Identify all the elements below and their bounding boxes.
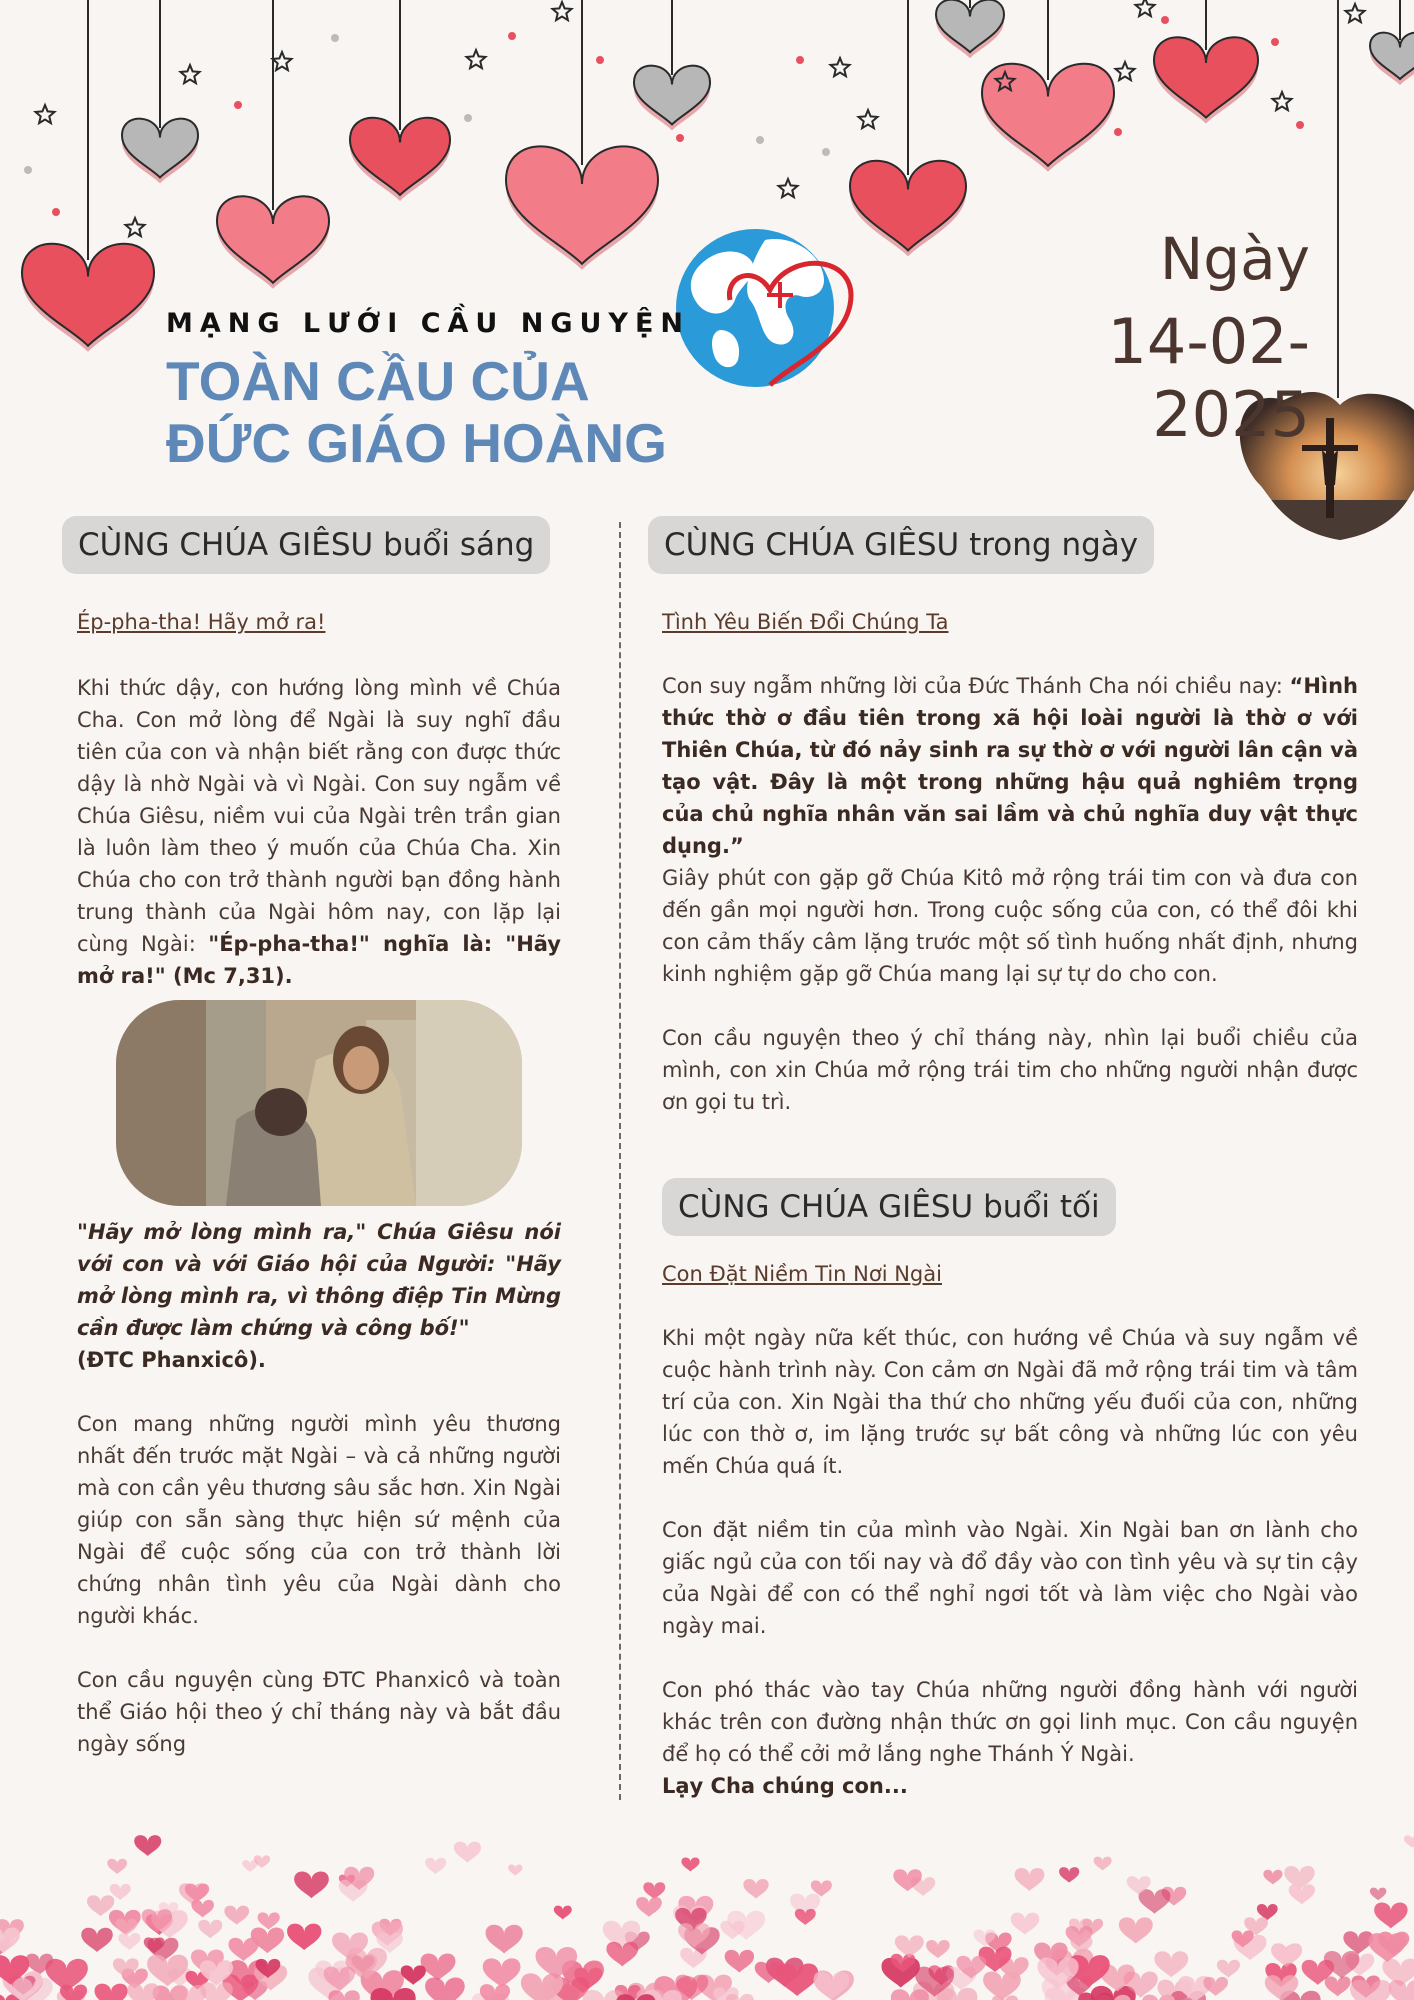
confetti-heart [554, 1906, 572, 1920]
morning-p1-text: Khi thức dậy, con hướng lòng mình về Chúa Cha. Con mở lòng để Ngài là suy nghĩ đầu tiên của con và nhận biết rằng con được thức dậy là nhờ Ngài và vì Ngài. Con suy ngẫm về Chúa Giêsu, niềm vui của Ngài trên trần gian là luôn làm theo ý muốn của Chúa Cha. Xin Chúa cho con trở thành người bạn đồng hành trung thành của Ngài hôm nay, con lặp lại cùng Ngài: [77, 676, 561, 956]
confetti-heart [1154, 1951, 1188, 1977]
confetti-heart [401, 1965, 426, 1984]
header-title-line1: TOÀN CẦU CỦA [166, 350, 590, 412]
confetti-heart [1325, 1976, 1351, 1996]
confetti-heart [425, 1858, 446, 1874]
date-value: 14-02-2025 [1107, 305, 1310, 451]
confetti-heart [486, 1925, 523, 1954]
star-icon [1346, 4, 1365, 22]
star-icon [126, 218, 145, 236]
evening-paragraph-1: Khi một ngày nữa kết thúc, con hướng về Chúa và suy ngẫm về cuộc hành trình này. Con cảm ơn Ngài đã mở rộng trái tim và tâm trí của con. Xin Ngài tha thứ cho những yếu đuối của con, những lúc con thờ ơ, im lặng trước sự bất công và những lúc con yêu mến Chúa quá ít. [662, 1326, 1358, 1478]
column-divider [619, 522, 621, 1800]
confetti-heart [483, 1958, 521, 1987]
star-icon [467, 50, 486, 68]
dot [1161, 16, 1169, 24]
morning-heading-suffix: buổi sáng [373, 527, 535, 563]
confetti-heart [1404, 1835, 1414, 1847]
dot [508, 32, 516, 40]
confetti-heart [1142, 1995, 1175, 2000]
star-icon [273, 52, 292, 70]
dot [331, 34, 339, 42]
confetti-heart [107, 1859, 127, 1874]
morning-heading-prefix: CÙNG CHÚA GIÊSU [78, 527, 374, 563]
confetti-heart [118, 1933, 140, 1950]
confetti-heart [636, 1897, 662, 1917]
confetti-heart [926, 1940, 950, 1958]
morning-paragraph-1 [77, 672, 561, 992]
evening-heading [662, 1178, 1116, 1236]
confetti-heart [725, 1950, 754, 1973]
globe-logo-icon [676, 229, 851, 387]
day-heading [648, 516, 1154, 574]
evening-paragraph-3: Con phó thác vào tay Chúa những người đồng hành với người khác trên con đường nhận thức ơn gọi linh mục. Con cầu nguyện để họ có thể cởi mở lắng nghe Thánh Ý Ngài. [662, 1678, 1358, 1766]
confetti-heart [127, 1983, 159, 2000]
day-paragraph-1 [662, 670, 1358, 862]
confetti-heart [983, 1971, 1021, 2000]
star-icon [859, 110, 878, 128]
confetti-heart [643, 1882, 665, 1899]
confetti-heart [1217, 1960, 1240, 1978]
confetti-heart [1059, 1867, 1079, 1883]
header-title-line2: ĐỨC GIÁO HOÀNG [166, 412, 667, 474]
confetti-heart [743, 1879, 768, 1899]
day-p1-text: Con suy ngẫm những lời của Đức Thánh Cha nói chiều nay: [662, 674, 1290, 698]
confetti-heart [81, 1928, 112, 1952]
confetti-heart [1139, 1889, 1171, 1914]
morning-quote-source: (ĐTC Phanxicô). [77, 1348, 266, 1372]
header-kicker: MẠNG LƯỚI CẦU NGUYỆN [166, 308, 691, 339]
confetti-heart [95, 1984, 128, 2000]
star-icon [1136, 0, 1155, 16]
confetti-heart [1374, 1903, 1407, 1929]
confetti-heart [425, 1977, 465, 2000]
star-icon [1273, 92, 1292, 110]
confetti-heart [508, 1864, 522, 1875]
confetti-heart [421, 1954, 456, 1981]
confetti-heart [1203, 1977, 1228, 1996]
dot [234, 101, 242, 109]
day-subtitle: Tình Yêu Biến Đổi Chúng Ta [662, 610, 949, 634]
confetti-heart [1263, 1870, 1282, 1885]
confetti-heart [294, 1871, 329, 1898]
confetti-heart [1011, 1913, 1039, 1935]
day-paragraph-2: Giây phút con gặp gỡ Chúa Kitô mở rộng trái tim con và đưa con đến gần mọi người hơn. Trong cuộc sống của con, có thể đôi khi con cảm thấy câm lặng trước một số tình huống nhất định, nhưng kinh nghiệm gặp gỡ Chúa mang lại sự tự do cho con. [662, 866, 1358, 986]
evening-heading-prefix: CÙNG CHÚA GIÊSU [678, 1189, 974, 1225]
confetti-heart [224, 1906, 249, 1925]
confetti-heart [1015, 1868, 1045, 1891]
day-p1-bold: “Hình thức thờ ơ đầu tiên trong xã hội loài người là thờ ơ với Thiên Chúa, từ đó nảy sinh ra sự thờ ơ với người lân cận và tạo vật. Đây là một trong những hậu quả nghiêm trọng của chủ nghĩa nhân văn sai lầm và chủ nghĩa duy vật thực dụng.” [662, 674, 1358, 858]
star-icon [181, 65, 200, 83]
confetti-hearts [0, 1835, 1414, 2000]
confetti-heart [681, 1857, 699, 1871]
evening-paragraph-2: Con đặt niềm tin của mình vào Ngài. Xin Ngài ban ơn lành cho giấc ngủ của con tối nay và đổ đầy vào con tình yêu và sự tin cậy của Ngài để con có thể nghỉ ngơi tốt và làm việc cho Ngài vào ngày mai. [662, 1518, 1358, 1638]
dot [756, 136, 764, 144]
evening-closing: Lạy Cha chúng con... [662, 1774, 908, 1798]
confetti-heart [1370, 1888, 1386, 1901]
evening-heading-suffix: buổi tối [973, 1189, 1100, 1225]
dot [52, 208, 60, 216]
confetti-heart [191, 1900, 214, 1917]
morning-heading [62, 516, 550, 574]
star-icon [779, 179, 798, 197]
day-heading-suffix: trong ngày [959, 527, 1139, 563]
morning-quote-text: "Hãy mở lòng mình ra," Chúa Giêsu nói với con và với Giáo hội của Người: "Hãy mở lòng mình ra, vì thông điệp Tin Mừng cần được làm chứng và công bố!" [77, 1220, 561, 1340]
dot [1114, 128, 1122, 136]
confetti-heart [287, 1924, 321, 1951]
star-icon [1116, 62, 1135, 80]
morning-p1-bold: "Ép-pha-tha!" nghĩa là: "Hãy mở ra!" (Mc 7,31). [77, 932, 561, 988]
confetti-heart [1094, 1857, 1112, 1871]
star-icon [831, 58, 850, 76]
confetti-heart [258, 1912, 280, 1929]
morning-subtitle: Ép-pha-tha! Hãy mở ra! [77, 610, 326, 634]
dot [1271, 38, 1279, 46]
confetti-heart [1389, 1980, 1414, 2000]
confetti-heart [198, 1920, 222, 1939]
dot [822, 148, 830, 156]
morning-quote [77, 1216, 561, 1376]
confetti-heart [891, 1989, 929, 2000]
confetti-heart [480, 1984, 510, 2000]
confetti-heart [454, 1842, 481, 1863]
confetti-heart [726, 1994, 754, 2000]
dot [24, 166, 32, 174]
confetti-heart [228, 1938, 258, 1961]
date-label: Ngày [1159, 225, 1310, 293]
confetti-heart [328, 1990, 359, 2000]
confetti-heart [134, 1835, 161, 1856]
dot [876, 176, 884, 184]
jesus-healing-photo [116, 1000, 522, 1206]
confetti-heart [60, 1985, 87, 2000]
header-title [166, 350, 667, 474]
morning-paragraph-2: Con mang những người mình yêu thương nhất đến trước mặt Ngài – và cả những người mà con cần yêu thương sâu sắc hơn. Xin Ngài giúp con sẵn sàng thực hiện sứ mệnh của Ngài để cuộc sống của con trở thành lời chứng nhân tình yêu của Ngài dành cho người khác. [77, 1412, 561, 1628]
dot [464, 114, 472, 122]
confetti-heart [1119, 1917, 1153, 1943]
dot [1296, 121, 1304, 129]
star-icon [36, 105, 55, 123]
star-icon [553, 2, 572, 20]
morning-paragraph-3: Con cầu nguyện cùng ĐTC Phanxicô và toàn thể Giáo hội theo ý chỉ tháng này và bắt đầu ngày sống [77, 1668, 561, 1756]
hanging-heart-icon [1370, 33, 1414, 79]
day-paragraph-3: Con cầu nguyện theo ý chỉ tháng này, nhìn lại buổi chiều của mình, con xin Chúa mở rộng trái tim cho những người nhận được ơn gọi tu trì. [662, 1026, 1358, 1114]
dot [596, 56, 604, 64]
evening-subtitle: Con Đặt Niềm Tin Nơi Ngài [662, 1262, 942, 1286]
dot [676, 134, 684, 142]
dot [796, 56, 804, 64]
day-heading-prefix: CÙNG CHÚA GIÊSU [664, 527, 960, 563]
